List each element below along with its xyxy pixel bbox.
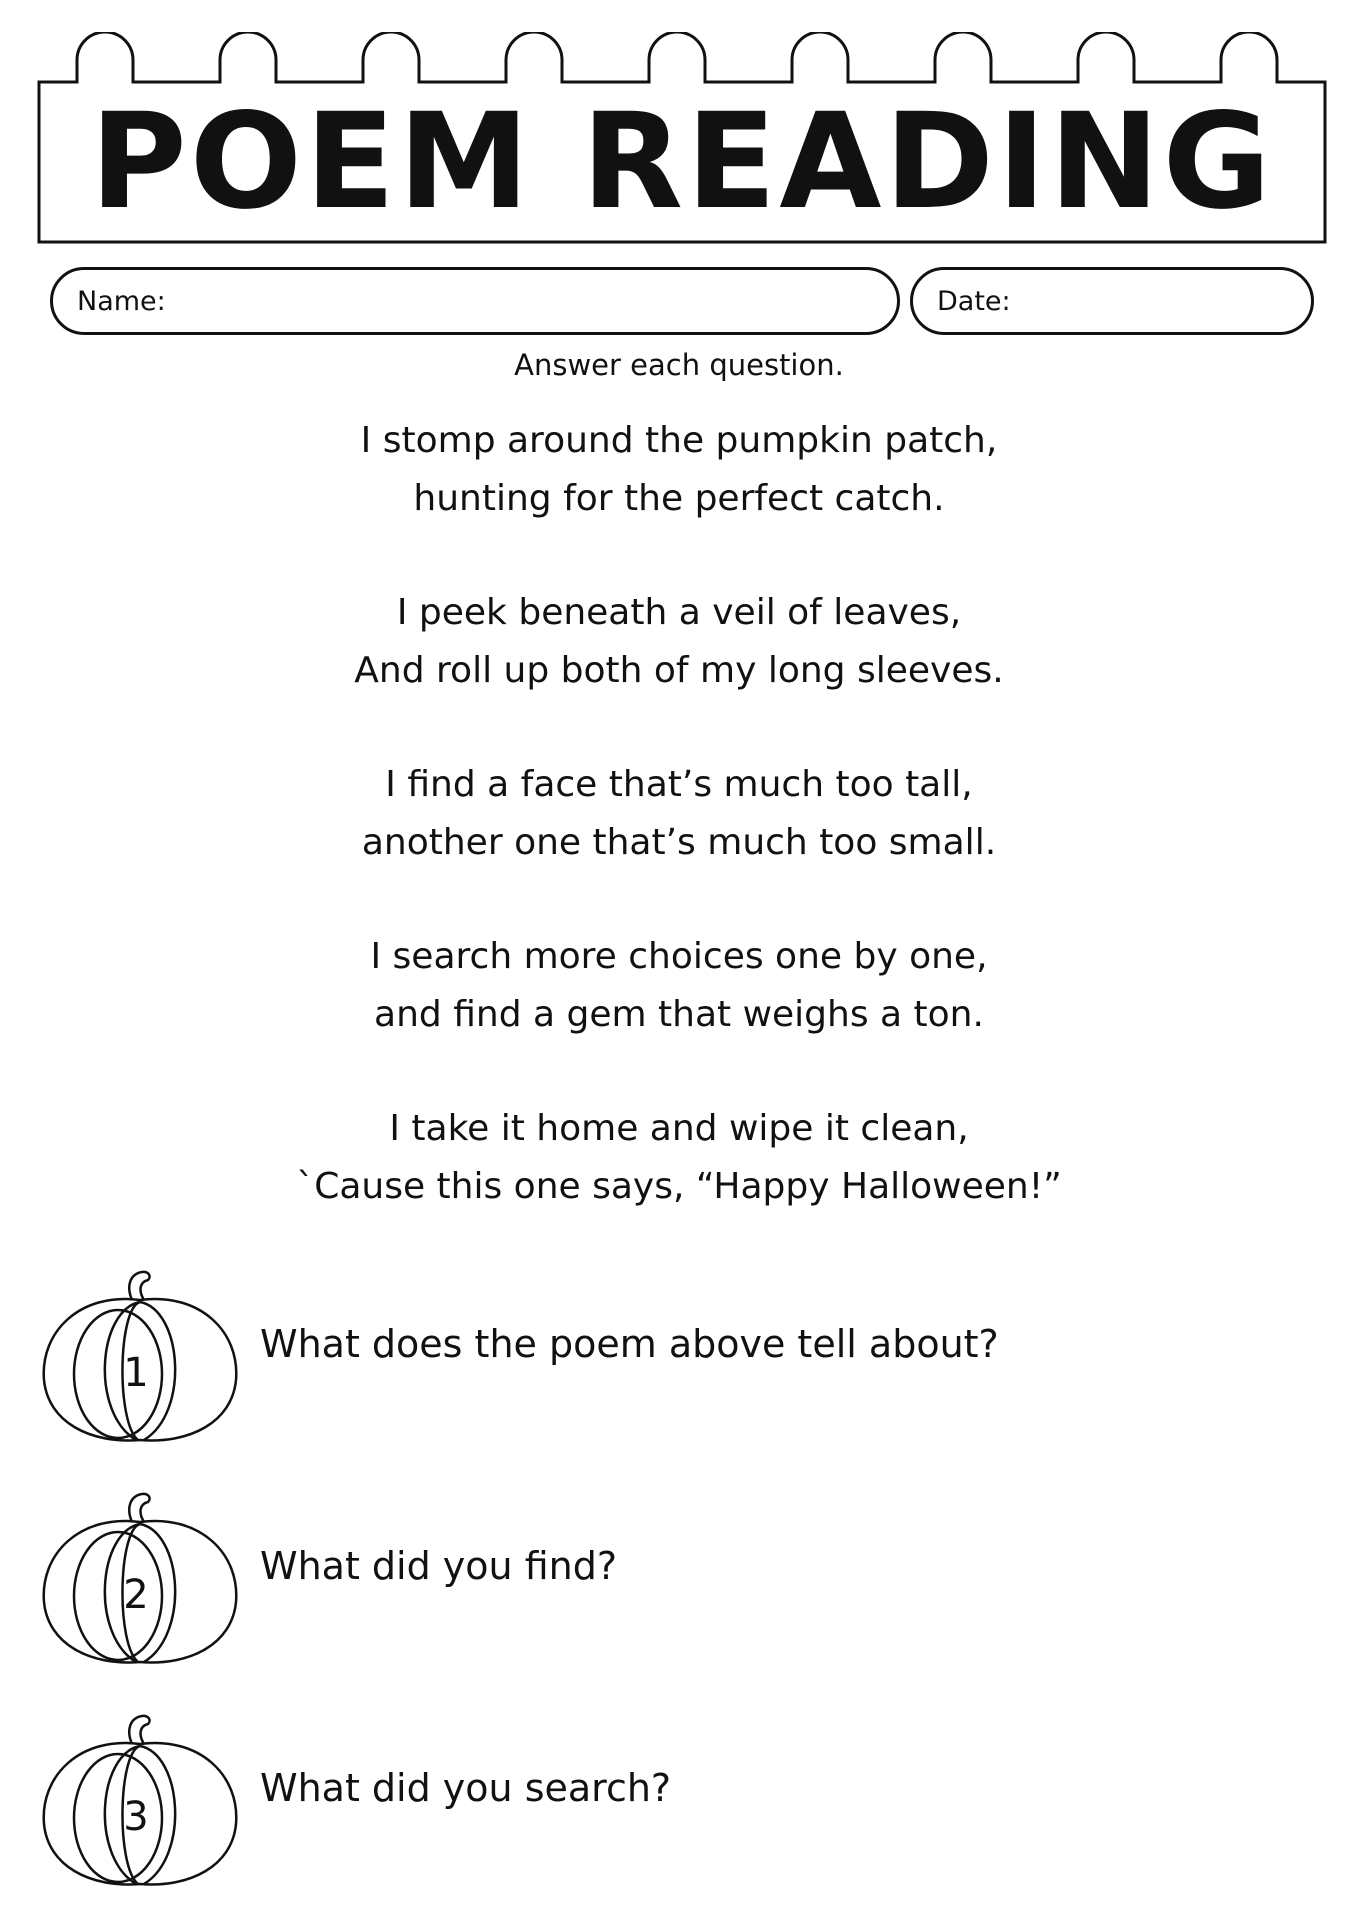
question-number: 3: [123, 1794, 149, 1840]
instructions: Answer each question.: [514, 348, 844, 382]
poem-stanza: [0, 1100, 1358, 1216]
poem-line: I find a face that’s much too tall,: [385, 764, 973, 805]
page-title: POEM READING: [90, 85, 1274, 239]
poem-stanza: [0, 756, 1358, 872]
poem-line: I peek beneath a veil of leaves,: [396, 592, 962, 633]
date-label: Date:: [937, 285, 1011, 317]
poem-line: I stomp around the pumpkin patch,: [360, 420, 998, 461]
poem-line: And roll up both of my long sleeves.: [354, 650, 1004, 691]
question-1: [40, 1262, 1320, 1462]
poem-stanza: [0, 412, 1358, 528]
poem-stanza: [0, 928, 1358, 1044]
name-field[interactable]: [50, 267, 900, 335]
poem-stanza: [0, 584, 1358, 700]
question-text: What does the poem above tell about?: [260, 1322, 999, 1366]
poem-line: I search more choices one by one,: [370, 936, 988, 977]
poem-line: I take it home and wipe it clean,: [389, 1108, 969, 1149]
name-label: Name:: [77, 285, 166, 317]
poem-line: `Cause this one says, “Happy Halloween!”: [296, 1166, 1062, 1207]
question-number: 1: [123, 1350, 149, 1396]
poem-line: and find a gem that weighs a ton.: [374, 994, 984, 1035]
poem: [0, 412, 1358, 1272]
poem-line: another one that’s much too small.: [361, 822, 997, 863]
question-text: What did you search?: [260, 1766, 672, 1810]
question-3: [40, 1706, 1320, 1906]
date-field[interactable]: [910, 267, 1314, 335]
question-number: 2: [123, 1572, 149, 1618]
question-text: What did you find?: [260, 1544, 618, 1588]
poem-line: hunting for the perfect catch.: [413, 478, 945, 519]
question-2: [40, 1484, 1320, 1684]
